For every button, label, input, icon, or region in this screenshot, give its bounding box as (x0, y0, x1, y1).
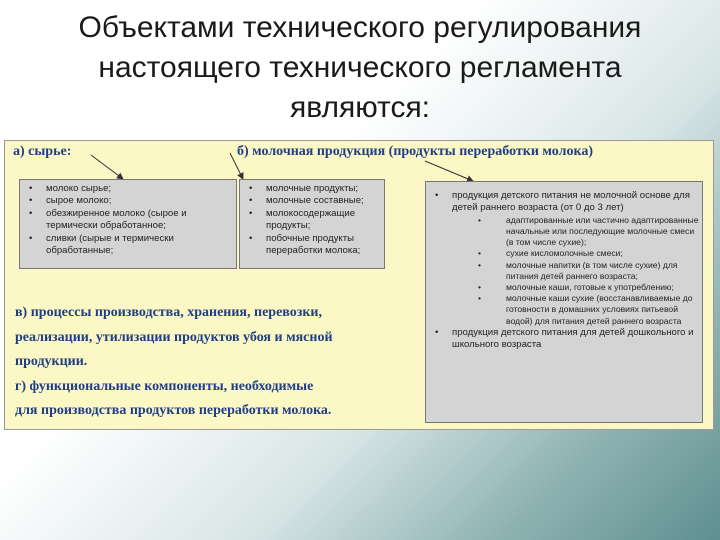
text-g-line: г) функциональные компоненты, необходимые (15, 378, 314, 394)
text-g-line: для производства продуктов переработки молока. (15, 403, 332, 419)
arrow-a (91, 155, 123, 179)
header-a: а) сырье: (13, 144, 72, 159)
text-v-line: реализации, утилизации продуктов убоя и мясной (15, 329, 333, 345)
list-item: • продукция детского питания не молочной основе для детей раннего возраста (от 0 до 3 лет) (426, 190, 702, 215)
slide-title (30, 8, 690, 128)
list-item: • сырое молоко; (20, 195, 236, 207)
arrow-b-right (425, 161, 473, 181)
box-raw-materials (19, 179, 237, 269)
box-dairy-products (239, 179, 385, 269)
sub-list-item: • адаптированные или частично адаптированные начальные или последующие молочные смеси (в том числе сухие); (426, 215, 702, 249)
title-line-2: настоящего технического регламента (98, 51, 622, 84)
text-v-line: продукции. (15, 354, 88, 370)
list-item: • побочные продукты переработки молока; (240, 233, 384, 258)
header-b: б) молочная продукция (продукты переработки молока) (237, 144, 593, 159)
title-line-1: Объектами технического регулирования (78, 11, 642, 44)
list-item: • сливки (сырые и термически обработанные; (20, 233, 236, 258)
list-item: • молочные составные; (240, 195, 384, 207)
content-panel (4, 140, 714, 430)
box-baby-food (425, 181, 703, 423)
list-item: • молокосодержащие продукты; (240, 208, 384, 233)
sub-list-item: • молочные каши сухие (восстанавливаемые до готовности в домашних условиях питьевой водой) для питания детей раннего возраста (426, 293, 702, 327)
title-line-3: являются: (289, 91, 431, 124)
section-v-g-text (15, 301, 415, 424)
sub-list-item: • молочные напитки (в том числе сухие) для питания детей раннего возраста; (426, 260, 702, 282)
text-v-line: в) процессы производства, хранения, перевозки, (15, 305, 323, 320)
list-item: • продукция детского питания для детей дошкольного и школьного возраста (426, 327, 702, 352)
list-item: • молочные продукты; (240, 183, 384, 195)
sub-list-item: • молочные каши, готовые к употреблению; (426, 282, 702, 293)
sub-list-item: • сухие кисломолочные смеси; (426, 248, 702, 259)
list-item: • обезжиренное молоко (сырое и термически обработанное; (20, 208, 236, 233)
list-item: • молоко сырье; (20, 183, 236, 195)
